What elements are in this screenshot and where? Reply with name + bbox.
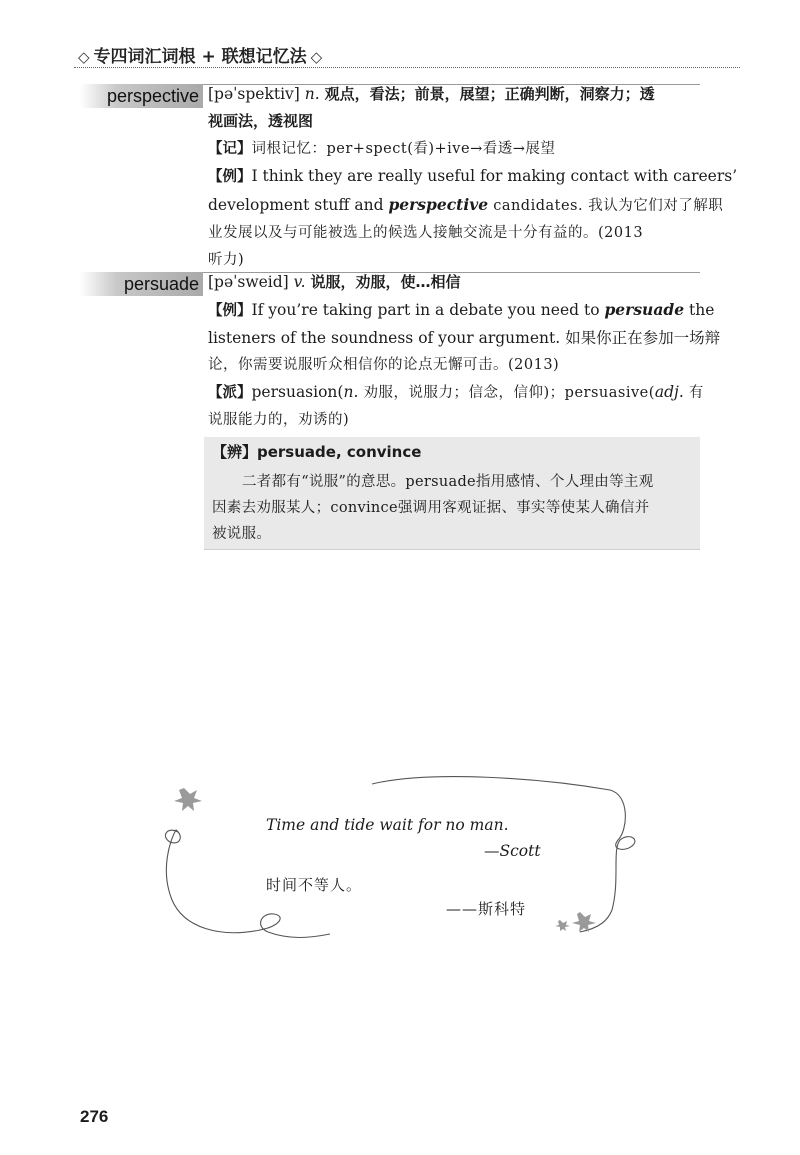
phonetic: [pəˈspektiv] <box>208 85 300 103</box>
derivative-text: persuasion( <box>251 383 344 401</box>
page-number: 276 <box>80 1107 109 1126</box>
headword-persuade: persuade <box>80 272 203 296</box>
example-tag: 【例】 <box>208 303 252 319</box>
derivative-text: 有 <box>683 385 704 401</box>
definition: 观点，看法；前景，展望；正确判断，洞察力；透 <box>324 85 655 103</box>
memo-text: 词根记忆：per+spect(看)+ive→看透→展望 <box>251 141 556 157</box>
part-of-speech: v. <box>293 273 306 291</box>
example-tag: 【例】 <box>208 169 252 185</box>
quote-author-chinese: ——斯科特 <box>446 900 527 918</box>
quote-chinese: 时间不等人。 <box>266 876 363 894</box>
quote-english: Time and tide wait for no man. <box>266 816 509 834</box>
definition: 说服，劝服，使…相信 <box>310 273 461 291</box>
ribbon-frame-icon <box>150 770 650 950</box>
example-text: the <box>684 301 715 319</box>
part-of-speech: adj. <box>654 383 684 401</box>
quote-author-english: —Scott <box>484 842 541 860</box>
example-text: If you’re taking part in a debate you need to <box>251 301 605 319</box>
example-text: 论，你需要说服听众相信你的论点无懈可击。(2013) <box>208 357 560 373</box>
headword-perspective: perspective <box>80 84 203 108</box>
example-text: candidates. 我认为它们对了解职 <box>488 198 724 214</box>
example-text: I think they are really useful for making contact with careers’ <box>251 167 738 185</box>
diamond-icon: ◇ <box>78 48 90 66</box>
example-text: listeners of the soundness of your argument. 如果你正在参加一场辩 <box>208 329 721 347</box>
note-line: 被说服。 <box>212 526 272 542</box>
note-line: 二者都有“说服”的意思。persuade指用感情、个人理由等主观 <box>242 474 654 490</box>
note-title: 【辨】persuade, convince <box>212 443 422 461</box>
note-body <box>212 469 692 547</box>
derivative-text: 说服能力的，劝诱的) <box>208 412 350 428</box>
derivative-tag: 【派】 <box>208 385 252 401</box>
example-text: development stuff and <box>208 196 389 214</box>
example-keyword: perspective <box>388 195 489 214</box>
header-divider <box>74 67 740 68</box>
page-header <box>0 40 800 70</box>
diamond-icon: ◇ <box>310 48 323 66</box>
memo-tag: 【记】 <box>208 141 252 157</box>
entry-perspective <box>208 81 738 274</box>
note-line: 因素去劝服某人；convince强调用客观证据、事实等使某人确信并 <box>212 500 650 516</box>
derivative-text: 劝服，说服力；信念，信仰)；persuasive( <box>358 385 655 401</box>
part-of-speech: n. <box>343 383 359 401</box>
phonetic: [pəˈsweid] <box>208 273 289 291</box>
example-text: 业发展以及与可能被选上的候选人接触交流是十分有益的。(2013 <box>208 225 644 241</box>
example-keyword: persuade <box>604 300 685 319</box>
header-title: 专四词汇词根 + 联想记忆法 <box>93 47 307 67</box>
entry-persuade <box>208 269 721 434</box>
distinction-note-box <box>204 437 700 550</box>
example-text: 听力) <box>208 252 245 268</box>
part-of-speech: n. <box>304 85 320 103</box>
quote-area <box>150 770 650 950</box>
definition-cont: 视画法，透视图 <box>208 112 314 130</box>
